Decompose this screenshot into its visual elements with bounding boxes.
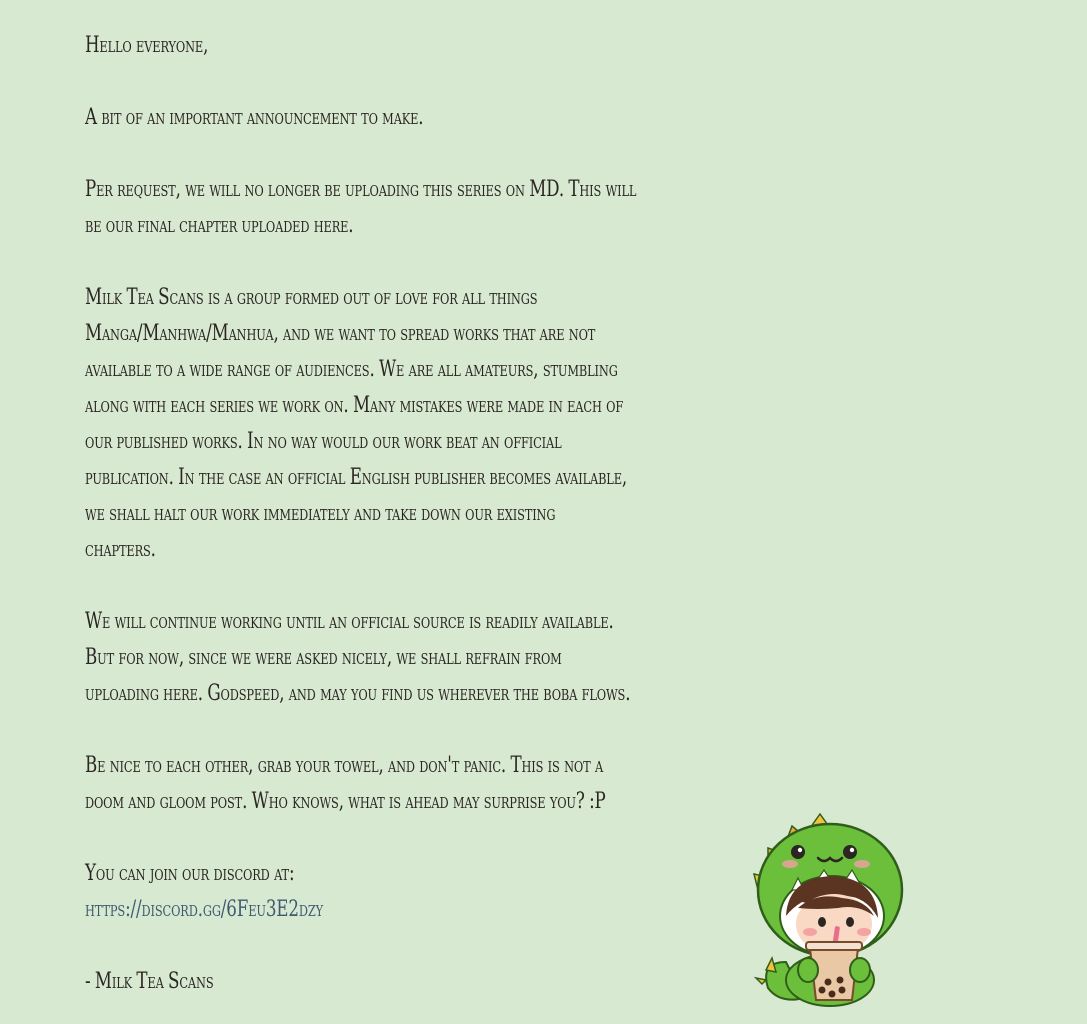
about-paragraph: Milk Tea Scans is a group formed out of love for all things Manga/Manhwa/Manhua, and we want to spread works that are not available to a wide range of audiences. We are all amateurs, stumbling along with each series we work on. Many mistakes were made in each of our published works. In no way would our work beat an official publication. In the case an official English publisher becomes available, we shall halt our work immediately and take down our existing chapters. xyxy=(85,285,628,562)
dinosaur-girl-boba-icon xyxy=(746,812,906,1012)
announcement-letter xyxy=(85,28,775,1000)
closing-paragraph: Be nice to each other, grab your towel, and don't panic. This is not a doom and gloom post. Who knows, what is ahead may surprise you? :P xyxy=(85,753,606,814)
request-paragraph: Per request, we will no longer be uploading this series on MD. This will be our final chapter uploaded here. xyxy=(85,177,637,238)
discord-paragraph xyxy=(85,856,775,928)
signature: - Milk Tea Scans xyxy=(85,969,214,994)
continue-paragraph: We will continue working until an official source is readily available. But for now, since we were asked nicely, we shall refrain from uploading here. Godspeed, and may you find us wherever the boba flows. xyxy=(85,609,631,706)
discord-label: You can join our discord at: xyxy=(85,861,295,886)
greeting: Hello everyone, xyxy=(85,33,209,58)
discord-link[interactable]: https://discord.gg/6Feu3E2dzy xyxy=(85,897,323,922)
announcement-line: A bit of an important announcement to make. xyxy=(85,105,424,130)
